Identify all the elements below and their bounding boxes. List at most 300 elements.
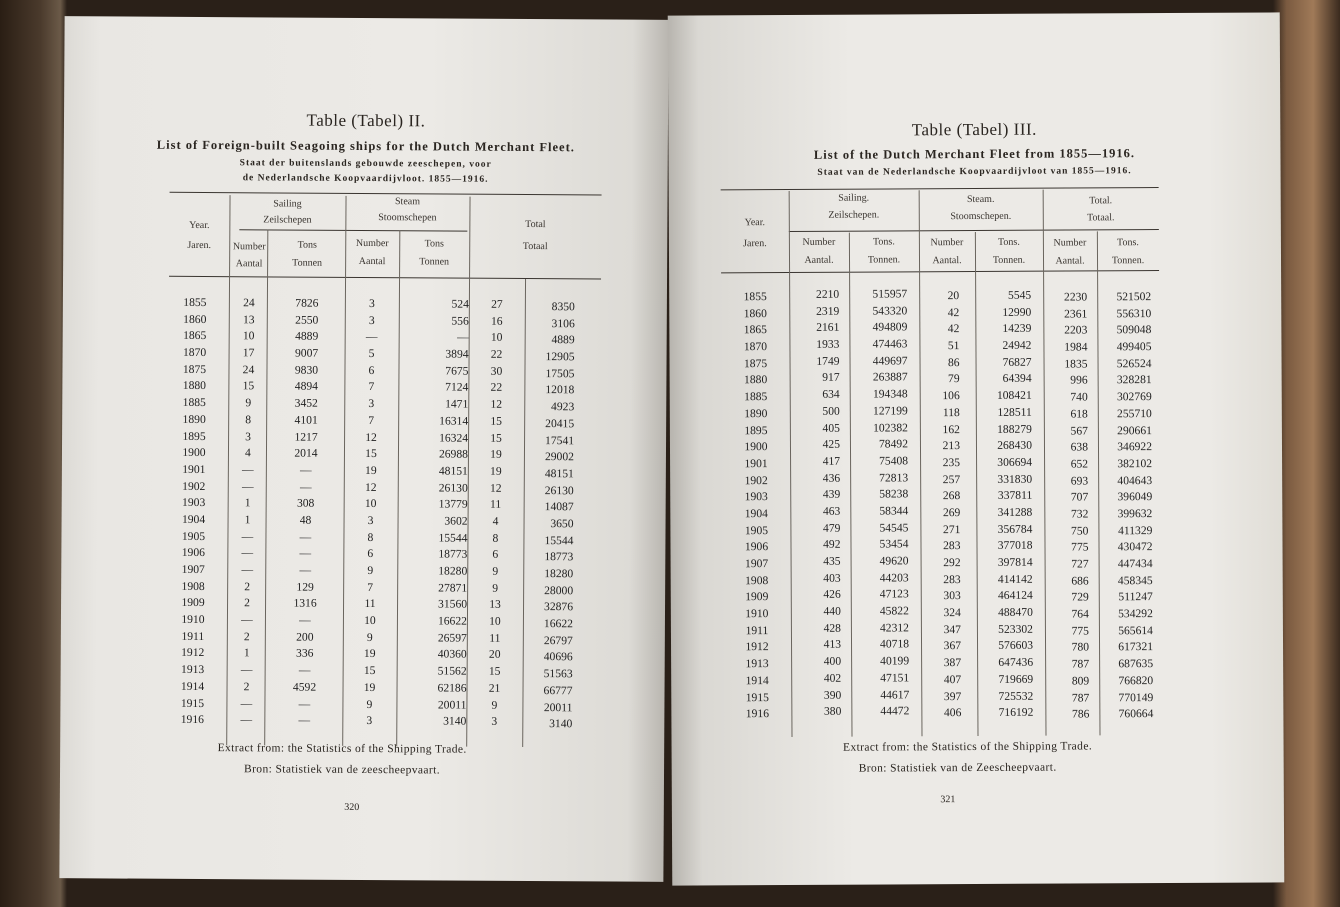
total-number-cell: 727 <box>1071 557 1089 571</box>
sail-tons-cell: 494809 <box>872 320 908 334</box>
year-cell: 1908 <box>181 579 205 593</box>
steam-tons-cell: 128511 <box>997 405 1032 419</box>
sail-tons-cell: — <box>298 713 311 727</box>
year-cell: 1916 <box>745 707 770 721</box>
total-number-cell: 22 <box>490 347 503 361</box>
total-tons-cell: 3650 <box>550 517 574 531</box>
left-hd-year-nl: Jaren. <box>187 239 212 252</box>
steam-number-cell: 20 <box>947 289 960 303</box>
steam-tons-cell: 18280 <box>438 564 468 578</box>
year-cell: 1860 <box>183 312 207 326</box>
right-hd-sail-tons: Tons. <box>872 236 895 248</box>
steam-number-cell: 162 <box>942 422 960 436</box>
total-tons-cell: 328281 <box>1116 373 1152 387</box>
left-table-subtitle-nl-2: de Nederlandsche Koopvaardijvloot. 1855—1916. <box>242 173 489 185</box>
total-tons-cell: 556310 <box>1116 306 1152 320</box>
sail-number-cell: 463 <box>822 504 841 518</box>
year-cell: 1855 <box>183 295 207 310</box>
sail-tons-cell: 2014 <box>294 446 318 460</box>
steam-number-cell: 8 <box>367 530 374 544</box>
total-tons-cell: 15544 <box>544 533 574 547</box>
sail-tons-cell: 9830 <box>294 363 319 377</box>
sail-number-cell: 1 <box>244 513 251 527</box>
total-number-cell: 9 <box>492 564 499 578</box>
year-cell: 1903 <box>182 496 206 510</box>
total-number-cell: 20 <box>488 648 501 662</box>
total-tons-cell: 499405 <box>1116 340 1152 354</box>
right-table-subtitle-en: List of the Dutch Merchant Fleet from 1855—1916. <box>813 146 1136 162</box>
right-hd-steam-tons-nl: Tonnen. <box>992 254 1026 266</box>
total-number-cell: 775 <box>1071 540 1089 554</box>
sail-tons-cell: 4889 <box>295 329 319 344</box>
year-cell: 1910 <box>745 607 769 621</box>
steam-number-cell: 268 <box>942 489 961 503</box>
total-tons-cell: 404643 <box>1117 473 1153 487</box>
sail-number-cell: 417 <box>822 454 841 468</box>
total-tons-cell: 16622 <box>543 617 573 631</box>
sail-tons-cell: — <box>299 613 311 627</box>
left-page-number: 320 <box>344 801 360 813</box>
steam-number-cell: 51 <box>947 339 960 353</box>
sail-tons-cell: — <box>300 463 312 477</box>
left-col-total-number <box>466 297 525 731</box>
sail-tons-cell: 44472 <box>880 704 910 718</box>
steam-tons-cell: 24942 <box>1002 338 1032 352</box>
total-number-cell: 780 <box>1071 640 1090 654</box>
sail-number-cell: 1 <box>244 496 251 510</box>
year-cell: 1906 <box>744 540 769 554</box>
left-hd-steam-tons: Tons <box>424 238 444 250</box>
year-cell: 1900 <box>182 446 206 460</box>
steam-tons-cell: 3894 <box>445 347 469 361</box>
year-cell: 1901 <box>744 456 768 471</box>
year-cell: 1901 <box>182 462 206 476</box>
sail-number-cell: 24 <box>243 296 255 310</box>
right-hd-total-tons-nl: Tonnen. <box>1111 255 1145 267</box>
right-hd-total-number-nl: Aantal. <box>1055 255 1085 267</box>
steam-number-cell: 9 <box>366 630 373 644</box>
sail-number-cell: — <box>240 663 253 677</box>
total-tons-cell: 8350 <box>551 300 575 314</box>
sail-number-cell: 402 <box>823 671 842 685</box>
steam-number-cell: 292 <box>943 556 961 570</box>
total-number-cell: 2361 <box>1064 307 1088 321</box>
sail-tons-cell: 474463 <box>872 337 908 351</box>
steam-tons-cell: 488470 <box>998 605 1033 619</box>
sail-number-cell: 1 <box>243 646 250 660</box>
total-number-cell: 787 <box>1071 690 1090 705</box>
right-col-total-tons <box>1097 289 1153 723</box>
right-hd-steam-number: Number <box>930 237 964 249</box>
steam-number-cell: 387 <box>943 656 962 670</box>
steam-tons-cell: 16324 <box>439 430 469 445</box>
sail-number-cell: 405 <box>822 421 840 435</box>
right-footer-en: Extract from: the Statistics of the Shipping Trade. <box>842 740 1093 754</box>
total-number-cell: 9 <box>492 581 499 595</box>
total-tons-cell: 26130 <box>544 483 574 497</box>
sail-tons-cell: 58238 <box>879 487 909 501</box>
steam-tons-cell: 414142 <box>997 572 1033 586</box>
total-number-cell: 9 <box>491 698 498 712</box>
steam-number-cell: 3 <box>368 313 375 327</box>
steam-tons-cell: 12990 <box>1002 305 1032 319</box>
total-number-cell: 22 <box>490 381 503 395</box>
steam-tons-cell: 576603 <box>998 639 1034 653</box>
right-header-bottom-rule <box>721 270 1159 273</box>
sail-tons-cell: 75408 <box>879 454 909 468</box>
sail-number-cell: 2 <box>243 630 250 644</box>
sail-tons-cell: 48 <box>299 513 312 527</box>
sail-number-cell: 2 <box>243 680 250 694</box>
steam-number-cell: 7 <box>368 380 375 394</box>
right-page <box>668 12 1285 885</box>
total-tons-cell: 18773 <box>544 550 574 564</box>
total-number-cell: 652 <box>1070 457 1089 471</box>
steam-number-cell: 19 <box>363 680 376 694</box>
right-hd-year-nl: Jaren. <box>743 238 767 250</box>
left-col-steam-number <box>342 296 399 730</box>
sail-number-cell: 439 <box>822 487 841 502</box>
steam-tons-cell: 397814 <box>997 555 1033 569</box>
total-tons-cell: 18280 <box>544 567 574 581</box>
right-col-years <box>729 289 783 723</box>
total-tons-cell: 48151 <box>544 466 574 481</box>
sail-tons-cell: 47151 <box>880 671 910 685</box>
sail-tons-cell: 129 <box>296 580 314 594</box>
total-tons-cell: 17505 <box>545 366 575 381</box>
sail-number-cell: 380 <box>823 704 842 718</box>
right-footer-nl: Bron: Statistiek van de Zeescheepvaart. <box>858 761 1057 775</box>
total-number-cell: 567 <box>1070 423 1088 438</box>
year-cell: 1875 <box>743 356 768 370</box>
sail-tons-cell: 2550 <box>295 313 319 327</box>
year-cell: 1880 <box>182 379 207 393</box>
steam-number-cell: 324 <box>943 606 961 620</box>
total-tons-cell: 20011 <box>543 700 573 714</box>
steam-tons-cell: 3602 <box>444 514 468 528</box>
sail-tons-cell: 336 <box>296 647 314 661</box>
steam-tons-cell: 48151 <box>438 464 468 478</box>
year-cell: 1870 <box>182 345 207 360</box>
total-number-cell: 8 <box>492 531 499 545</box>
right-page-number: 321 <box>940 794 956 806</box>
year-cell: 1911 <box>745 623 769 637</box>
total-number-cell: 13 <box>489 598 501 612</box>
sail-number-cell: 2 <box>244 596 250 610</box>
steam-number-cell: 15 <box>365 447 377 461</box>
sail-number-cell: 2 <box>244 579 251 593</box>
sail-tons-cell: 515957 <box>872 287 908 301</box>
sail-number-cell: 2319 <box>816 304 840 318</box>
steam-number-cell: 271 <box>942 522 961 536</box>
steam-tons-cell: 7675 <box>445 364 469 378</box>
sail-number-cell: — <box>242 463 254 477</box>
sail-number-cell: 2210 <box>815 287 840 301</box>
left-hd-steam-number: Number <box>355 237 389 250</box>
sail-tons-cell: 543320 <box>872 304 908 318</box>
total-number-cell: 11 <box>489 631 501 645</box>
steam-tons-cell: 15544 <box>438 531 468 545</box>
steam-number-cell: 86 <box>947 355 960 369</box>
total-tons-cell: 399632 <box>1117 507 1153 521</box>
steam-number-cell: 347 <box>943 622 961 636</box>
total-tons-cell: 766820 <box>1118 673 1154 688</box>
steam-number-cell: 9 <box>367 564 374 578</box>
steam-number-cell: 367 <box>943 639 962 653</box>
sail-number-cell: 13 <box>242 312 255 327</box>
total-tons-cell: 346922 <box>1117 440 1153 454</box>
total-number-cell: 30 <box>490 364 503 378</box>
sail-number-cell: — <box>241 613 253 627</box>
sail-number-cell: 917 <box>822 371 840 385</box>
year-cell: 1890 <box>182 412 206 426</box>
sail-tons-cell: — <box>298 697 311 711</box>
right-hd-total-number: Number <box>1053 237 1087 249</box>
year-cell: 1904 <box>744 507 768 521</box>
steam-number-cell: 283 <box>943 572 961 586</box>
total-tons-cell: 51563 <box>543 667 573 681</box>
steam-tons-cell: 26597 <box>437 631 467 645</box>
steam-tons-cell: 3140 <box>443 714 467 728</box>
sail-tons-cell: 102382 <box>873 420 908 435</box>
total-tons-cell: 3106 <box>551 316 575 330</box>
right-hd-total: Total. <box>1089 195 1113 207</box>
left-col-steam-tons <box>396 296 469 730</box>
year-cell: 1906 <box>181 546 205 560</box>
left-hd-sailing: Sailing <box>273 198 302 210</box>
year-cell: 1885 <box>182 396 206 410</box>
total-tons-cell: 617321 <box>1118 640 1154 654</box>
total-number-cell: 15 <box>488 664 501 678</box>
steam-tons-cell: 556 <box>451 314 469 328</box>
year-cell: 1860 <box>743 306 767 320</box>
sail-tons-cell: 58344 <box>879 504 909 518</box>
steam-tons-cell: 14239 <box>1002 322 1032 336</box>
steam-number-cell: 12 <box>364 480 377 494</box>
sail-number-cell: 17 <box>242 346 255 360</box>
steam-tons-cell: 719669 <box>998 672 1034 686</box>
steam-number-cell: 11 <box>364 597 376 611</box>
steam-tons-cell: 341288 <box>997 505 1033 519</box>
steam-number-cell: 19 <box>365 463 377 477</box>
total-tons-cell: 66777 <box>543 683 573 698</box>
sail-number-cell: 440 <box>823 604 841 618</box>
sail-tons-cell: 194348 <box>872 387 908 401</box>
year-cell: 1912 <box>181 646 205 660</box>
year-cell: 1890 <box>744 406 768 421</box>
steam-number-cell: 3 <box>367 513 374 527</box>
left-hd-sailing-nl: Zeilschepen <box>263 214 312 226</box>
steam-number-cell: 106 <box>942 389 960 403</box>
left-table-subtitle-nl-1: Staat der buitenslands gebouwde zeeschepen, voor <box>239 158 492 170</box>
total-number-cell: 750 <box>1071 524 1089 538</box>
sail-tons-cell: 4894 <box>294 380 319 394</box>
steam-tons-cell: 62186 <box>437 681 467 695</box>
sail-number-cell: 435 <box>823 554 841 568</box>
sail-number-cell: 479 <box>822 521 841 535</box>
steam-tons-cell: 188279 <box>997 422 1032 436</box>
steam-tons-cell: 725532 <box>998 689 1034 703</box>
sail-tons-cell: 308 <box>296 496 315 510</box>
sail-tons-cell: 49620 <box>879 554 909 568</box>
steam-tons-cell: 5545 <box>1007 288 1032 302</box>
steam-number-cell: 10 <box>364 497 377 511</box>
total-tons-cell: 12018 <box>545 383 575 397</box>
steam-tons-cell: 523302 <box>998 622 1033 636</box>
steam-number-cell: 42 <box>947 305 960 319</box>
total-tons-cell: 534292 <box>1118 607 1153 621</box>
right-hd-year: Year. <box>744 217 766 229</box>
sail-tons-cell: 1316 <box>293 596 317 611</box>
steam-tons-cell: 356784 <box>997 522 1033 536</box>
sail-tons-cell: 47123 <box>879 587 909 601</box>
total-tons-cell: 396049 <box>1117 490 1153 504</box>
right-col-steam-tons <box>975 288 1033 722</box>
sail-tons-cell: 72813 <box>879 470 909 485</box>
sail-number-cell: — <box>241 563 254 577</box>
steam-tons-cell: 16314 <box>439 414 469 428</box>
steam-tons-cell: 18773 <box>438 547 468 561</box>
steam-tons-cell: 64394 <box>1002 372 1032 386</box>
year-cell: 1865 <box>743 323 768 337</box>
sail-number-cell: — <box>240 696 253 710</box>
total-number-cell: 2203 <box>1064 323 1088 337</box>
total-number-cell: 19 <box>490 464 502 478</box>
total-number-cell: 19 <box>490 447 502 462</box>
right-hd-sail-number-nl: Aantal. <box>804 254 834 266</box>
sail-tons-cell: — <box>299 546 312 560</box>
right-col-total-number <box>1043 289 1089 723</box>
sail-number-cell: — <box>241 529 254 543</box>
total-tons-cell: 511247 <box>1118 590 1153 604</box>
year-cell: 1880 <box>744 373 768 387</box>
right-col-sail-number <box>789 287 841 721</box>
total-tons-cell: 4923 <box>551 400 575 414</box>
sail-tons-cell: 200 <box>296 630 314 644</box>
right-hd-steam: Steam. <box>966 193 995 206</box>
steam-number-cell: — <box>365 330 378 344</box>
total-number-cell: 686 <box>1071 574 1089 588</box>
steam-number-cell: 12 <box>365 430 377 444</box>
total-tons-cell: 770149 <box>1118 690 1154 704</box>
left-col-sail-number <box>226 295 269 729</box>
steam-number-cell: 79 <box>948 372 960 386</box>
sail-number-cell: 428 <box>823 621 841 635</box>
left-hd-sail-tons: Tons <box>297 239 317 251</box>
year-cell: 1908 <box>745 573 769 587</box>
sail-tons-cell: 4101 <box>294 413 318 427</box>
steam-number-cell: 42 <box>947 322 960 336</box>
total-number-cell: 12 <box>490 397 503 411</box>
sail-tons-cell: 7826 <box>295 296 319 310</box>
left-hd-steam-nl: Stoomschepen <box>378 212 437 224</box>
total-tons-cell: 20415 <box>545 416 575 431</box>
sail-tons-cell: 42312 <box>879 621 909 635</box>
total-tons-cell: 12905 <box>545 350 575 364</box>
sail-number-cell: — <box>241 479 254 493</box>
year-cell: 1911 <box>181 629 205 643</box>
steam-number-cell: 7 <box>367 580 374 594</box>
total-tons-cell: 255710 <box>1117 406 1152 421</box>
sail-tons-cell: 127199 <box>872 404 908 418</box>
total-tons-cell: 521502 <box>1116 290 1152 304</box>
steam-number-cell: 6 <box>368 363 375 377</box>
total-number-cell: 764 <box>1071 607 1089 621</box>
right-header-top-rule <box>721 187 1159 190</box>
steam-tons-cell: — <box>457 330 469 345</box>
steam-tons-cell: 268430 <box>997 438 1033 453</box>
sail-number-cell: 15 <box>242 379 255 393</box>
sail-tons-cell: 1217 <box>294 430 318 444</box>
sail-tons-cell: — <box>299 480 312 494</box>
total-number-cell: 4 <box>492 514 499 528</box>
sail-tons-cell: — <box>298 663 311 677</box>
sail-tons-cell: 54545 <box>879 520 909 535</box>
sail-tons-cell: 40718 <box>880 637 910 651</box>
steam-tons-cell: 1471 <box>445 397 469 411</box>
year-cell: 1909 <box>745 590 769 604</box>
total-number-cell: 3 <box>491 714 498 729</box>
year-cell: 1875 <box>182 362 207 376</box>
total-tons-cell: 302769 <box>1116 390 1152 404</box>
year-cell: 1902 <box>182 479 206 493</box>
total-number-cell: 16 <box>490 314 503 328</box>
total-tons-cell: 687635 <box>1118 657 1154 671</box>
steam-tons-cell: 108421 <box>996 388 1032 403</box>
year-cell: 1913 <box>181 663 205 677</box>
left-col-total-tons <box>522 299 575 733</box>
sail-tons-cell: 263887 <box>872 370 908 384</box>
left-page <box>59 16 668 882</box>
steam-number-cell: 9 <box>366 697 373 711</box>
total-number-cell: 15 <box>490 431 502 445</box>
year-cell: 1865 <box>183 329 207 343</box>
steam-number-cell: 407 <box>943 672 962 686</box>
sail-tons-cell: — <box>299 563 312 577</box>
total-number-cell: 1984 <box>1064 340 1088 354</box>
total-number-cell: 707 <box>1070 490 1089 504</box>
sail-number-cell: 426 <box>823 588 841 602</box>
sail-number-cell: 2161 <box>816 321 840 335</box>
total-number-cell: 732 <box>1070 507 1089 521</box>
steam-tons-cell: 51562 <box>437 664 467 678</box>
sail-number-cell: 492 <box>823 538 841 552</box>
sail-number-cell: 4 <box>245 446 251 460</box>
steam-tons-cell: 27871 <box>438 581 468 595</box>
total-tons-cell: 32876 <box>544 600 574 614</box>
steam-number-cell: 3 <box>368 397 375 411</box>
total-number-cell: 2230 <box>1063 290 1088 304</box>
steam-number-cell: 213 <box>942 439 961 453</box>
total-tons-cell: 40696 <box>543 650 573 664</box>
steam-number-cell: 406 <box>943 706 962 720</box>
sail-number-cell: 1933 <box>816 337 840 351</box>
steam-number-cell: 7 <box>368 413 375 427</box>
total-number-cell: 638 <box>1070 440 1089 454</box>
total-number-cell: 693 <box>1070 473 1089 488</box>
steam-number-cell: 283 <box>943 539 961 553</box>
year-cell: 1870 <box>743 340 768 354</box>
year-cell: 1913 <box>745 657 769 671</box>
left-table-title: Table (Tabel) II. <box>306 110 426 131</box>
steam-number-cell: 10 <box>364 614 376 628</box>
total-number-cell: 10 <box>489 614 501 628</box>
sail-tons-cell: 449697 <box>872 354 908 368</box>
sail-number-cell: 1749 <box>816 354 840 368</box>
sail-number-cell: 24 <box>242 363 255 377</box>
right-hd-sail-tons-nl: Tonnen. <box>867 254 901 266</box>
steam-tons-cell: 306694 <box>997 455 1033 469</box>
